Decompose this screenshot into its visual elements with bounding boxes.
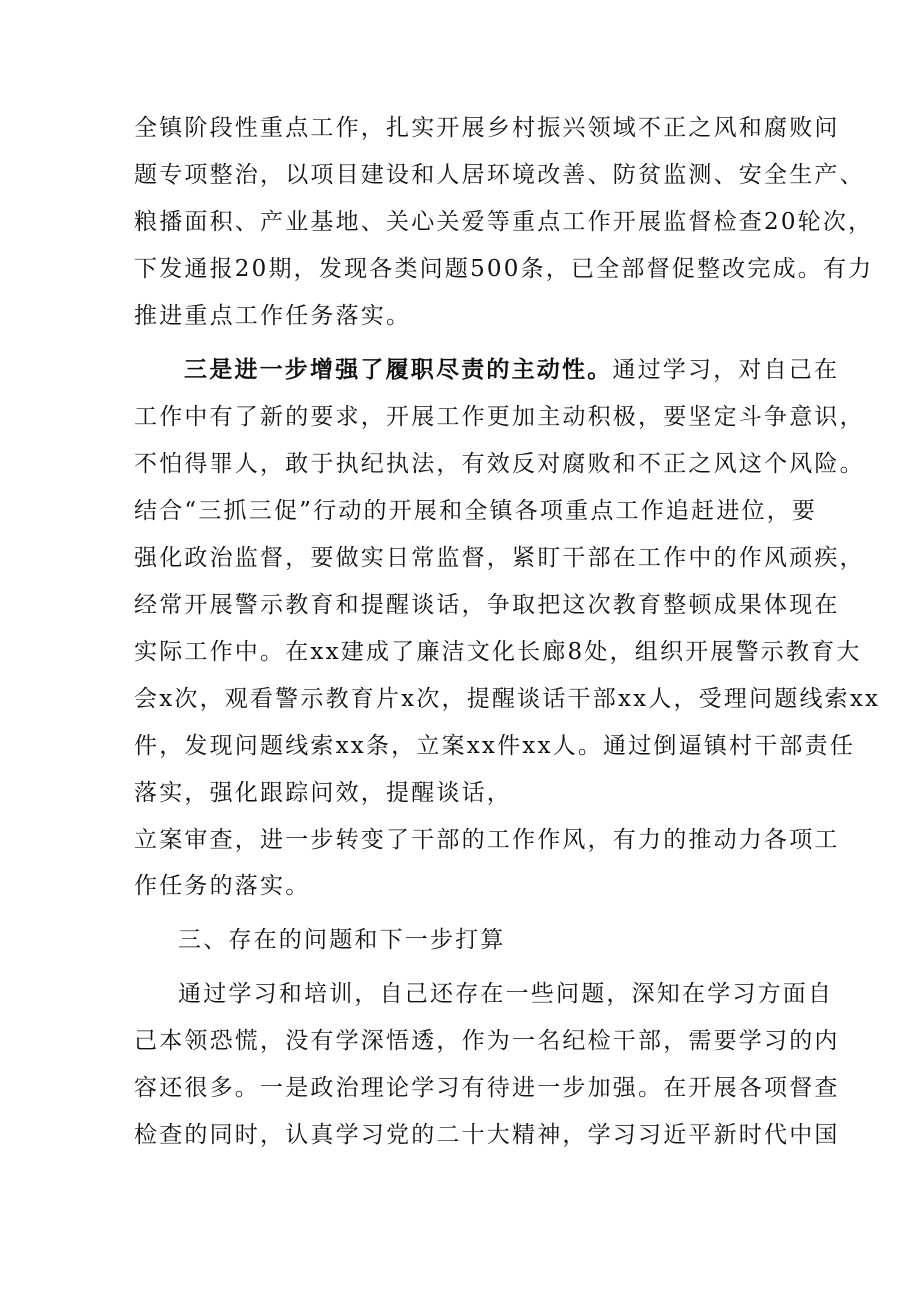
paragraph-line: 下发通报20期，发现各类问题500条，已全部督促整改完成。有力 xyxy=(134,256,874,282)
paragraph-line: 题专项整治，以项目建设和人居环境改善、防贫监测、安全生产、 xyxy=(134,162,865,188)
paragraph-line: 工作中有了新的要求，开展工作更加主动积极，要坚定斗争意识， xyxy=(134,404,865,430)
section-heading: 三、存在的问题和下一步打算 xyxy=(178,927,506,953)
paragraph-line: 强化政治监督，要做实日常监督，紧盯干部在工作中的作风顽疾， xyxy=(134,545,865,571)
paragraph-line: 不怕得罪人，敢于执纪执法，有效反对腐败和不正之风这个风险。 xyxy=(134,451,865,477)
paragraph-line: 落实，强化跟踪问效，提醒谈话， xyxy=(134,780,512,806)
paragraph-line: 会x次，观看警示教育片x次，提醒谈话干部xx人，受理问题线索xx xyxy=(134,686,881,712)
paragraph-line: 全镇阶段性重点工作，扎实开展乡村振兴领域不正之风和腐败问 xyxy=(134,115,840,141)
bold-lead-text: 三是进一步增强了履职尽责的主动性。 xyxy=(184,356,613,383)
paragraph-line: 经常开展警示教育和提醒谈话，争取把这次教育整顿成果体现在 xyxy=(134,592,840,618)
paragraph-line: 作任务的落实。 xyxy=(134,873,311,899)
paragraph-line: 检查的同时，认真学习党的二十大精神，学习习近平新时代中国 xyxy=(134,1122,840,1148)
paragraph-line: 立案审查，进一步转变了干部的工作作风，有力的推动力各项工 xyxy=(134,827,840,853)
paragraph-line: 容还很多。一是政治理论学习有待进一步加强。在开展各项督查 xyxy=(134,1075,840,1101)
paragraph-line: 件，发现问题线索xx条，立案xx件xx人。通过倒逼镇村干部责任 xyxy=(134,733,856,759)
paragraph-line: 推进重点工作任务落实。 xyxy=(134,303,412,329)
bold-paragraph-first-line xyxy=(184,355,839,385)
paragraph-line: 实际工作中。在xx建成了廉洁文化长廊8处，组织开展警示教育大 xyxy=(134,639,862,665)
paragraph-continuation: 通过学习，对自己在 xyxy=(612,357,840,383)
paragraph-line: 己本领恐慌，没有学深悟透，作为一名纪检干部，需要学习的内 xyxy=(134,1028,840,1054)
paragraph-first-line: 通过学习和培训，自己还存在一些问题，深知在学习方面自 xyxy=(178,981,834,1007)
paragraph-line: 粮播面积、产业基地、关心关爱等重点工作开展监督检查20轮次， xyxy=(134,209,874,235)
paragraph-line: 结合“三抓三促”行动的开展和全镇各项重点工作追赶进位，要 xyxy=(134,498,818,524)
